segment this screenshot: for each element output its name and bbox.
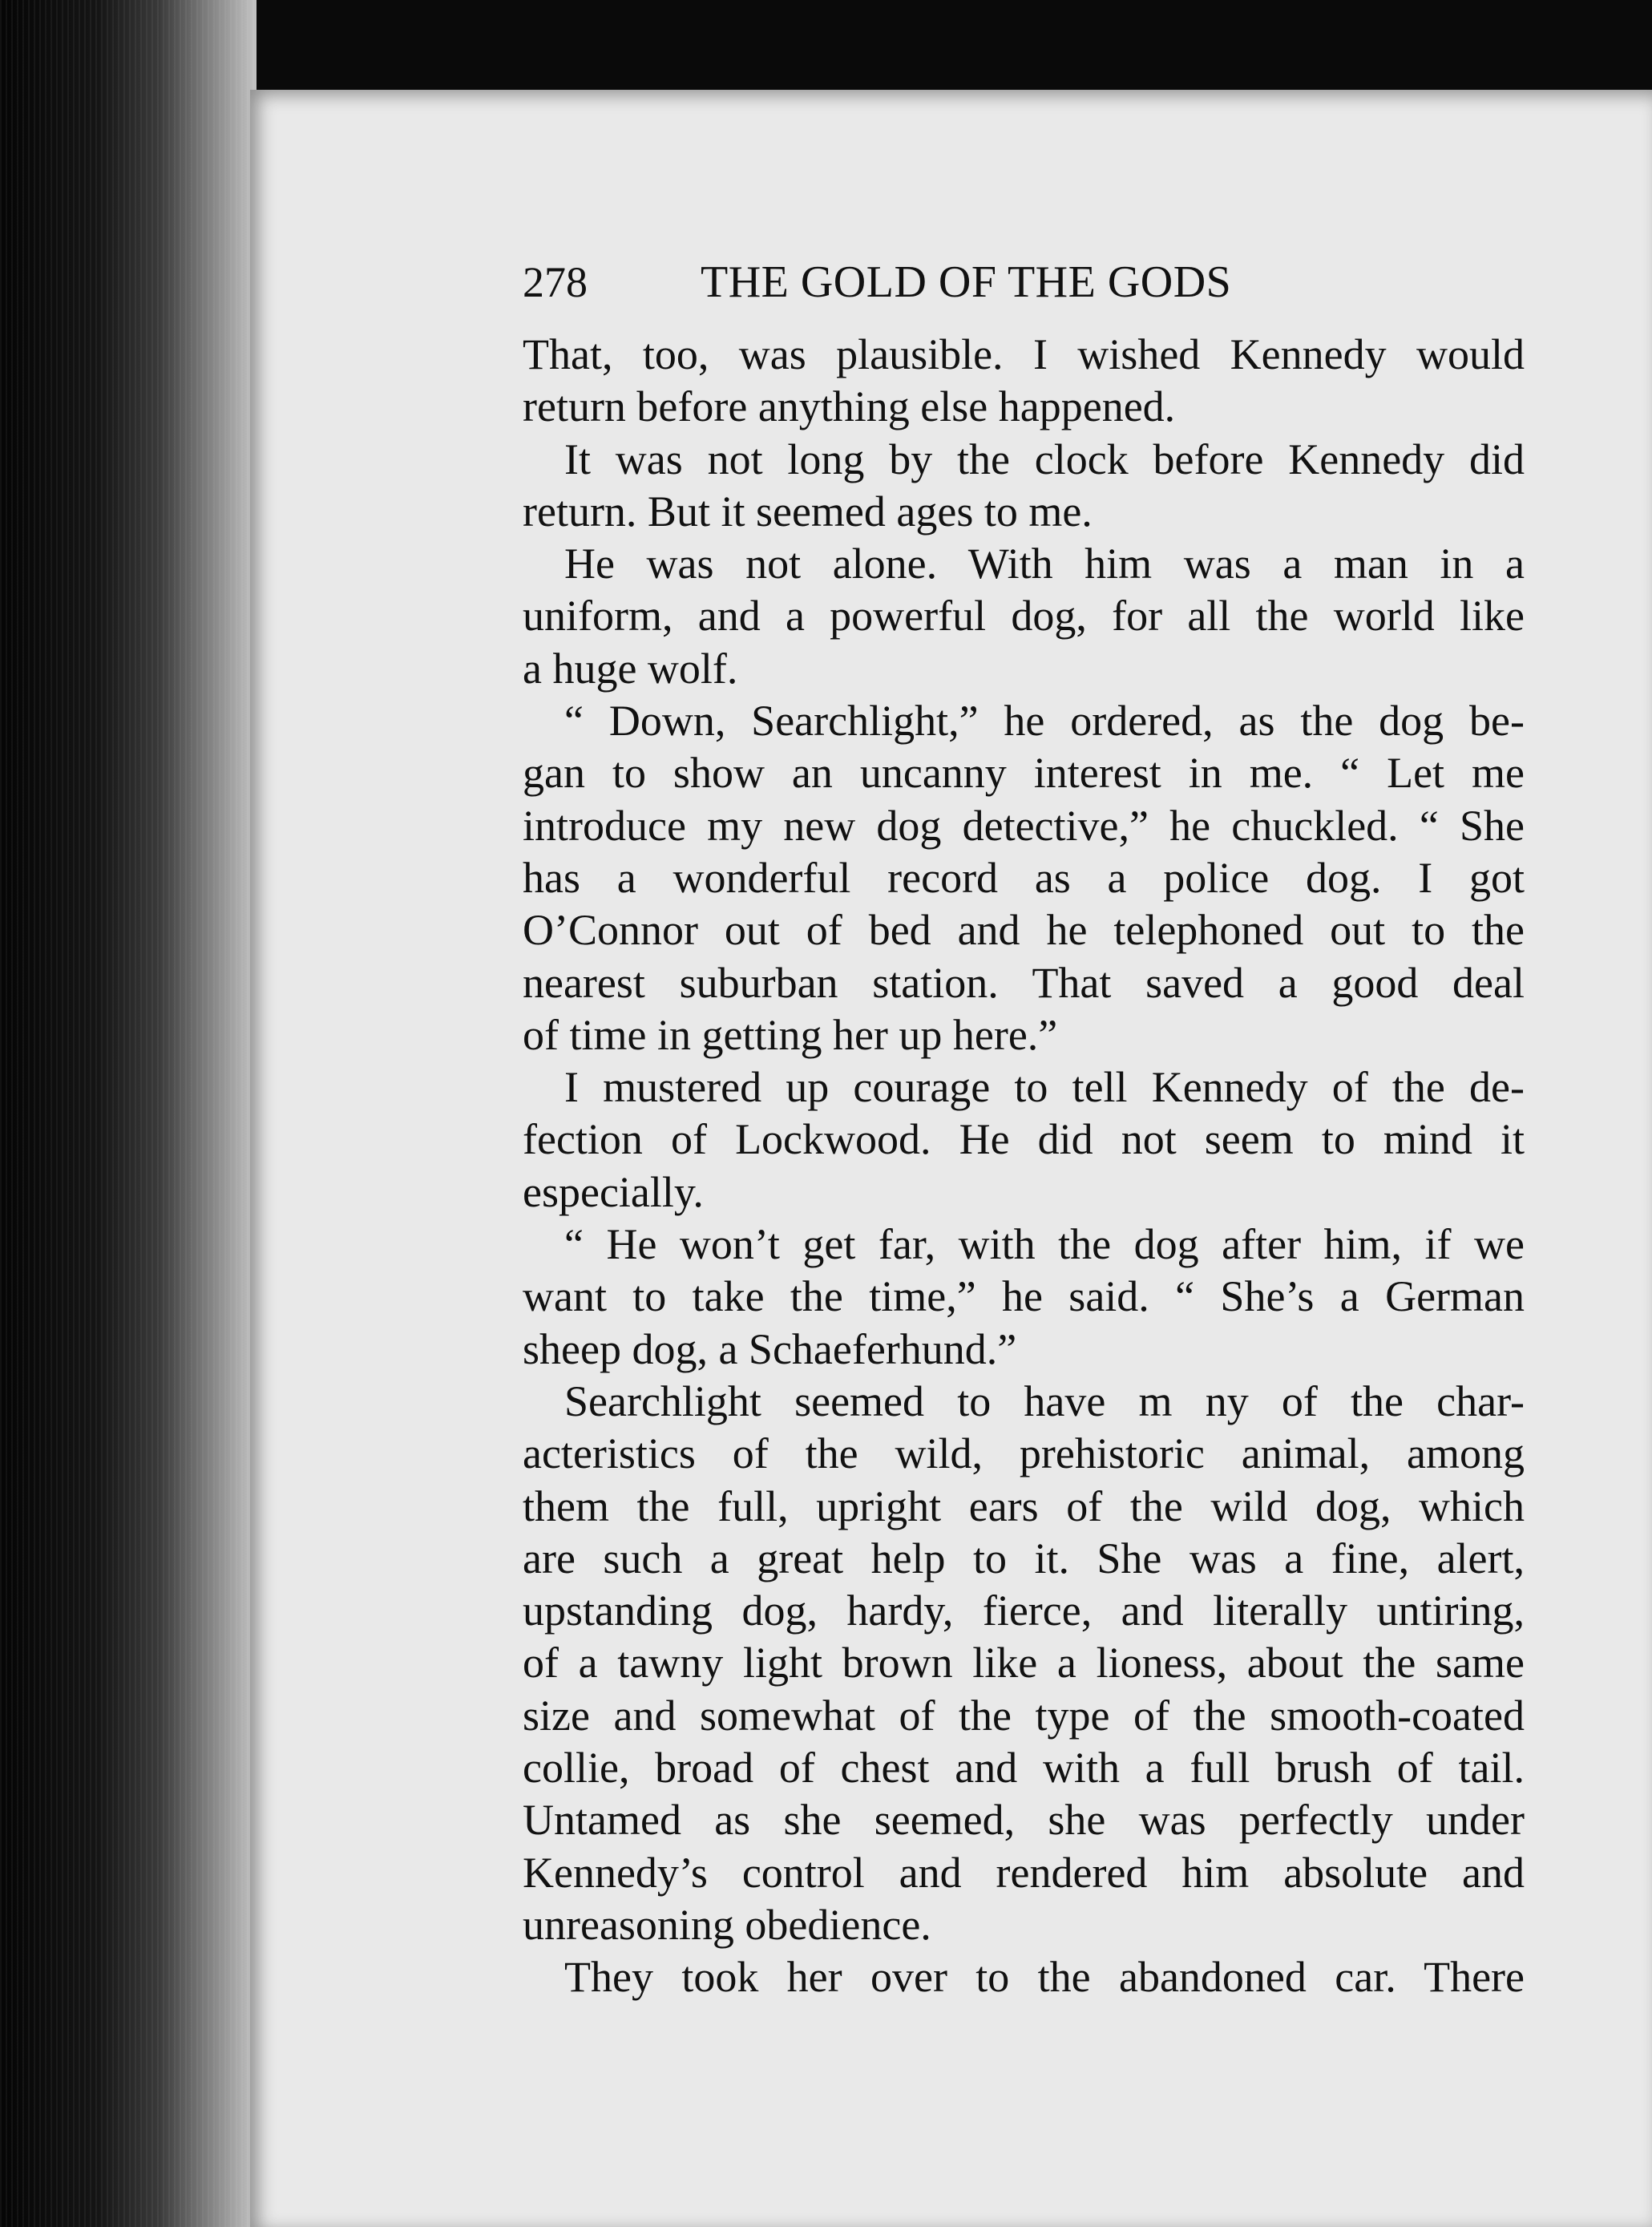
text-line: unreasoning obedience. bbox=[523, 1900, 931, 1949]
text-line: sheep dog, a Schaeferhund.” bbox=[523, 1324, 1017, 1373]
text-line: That, too, was plausible. I wished Kennedy would bbox=[523, 330, 1525, 378]
text-line: fection of Lockwood. He did not seem to mind it bbox=[523, 1115, 1525, 1164]
text-line: “ Down, Searchlight,” he ordered, as the dog be- bbox=[564, 697, 1525, 746]
text-line: Kennedy’s control and rendered him absolute and bbox=[523, 1848, 1525, 1897]
text-line: He was not alone. With him was a man in a bbox=[564, 540, 1525, 588]
running-title: THE GOLD OF THE GODS bbox=[701, 257, 1232, 307]
book-spine-edge bbox=[0, 0, 256, 2227]
body-text bbox=[523, 329, 1525, 2004]
text-line: Searchlight seemed to have m ny of the char- bbox=[564, 1376, 1525, 1425]
text-line: are such a great help to it. She was a fine, alert, bbox=[523, 1534, 1525, 1582]
text-line: I mustered up courage to tell Kennedy of the de- bbox=[564, 1063, 1525, 1112]
text-line: of time in getting her up here.” bbox=[523, 1010, 1058, 1059]
text-line: size and somewhat of the type of the smooth-coated bbox=[523, 1691, 1525, 1740]
text-line: of a tawny light brown like a lioness, about the same bbox=[523, 1639, 1525, 1687]
text-line: gan to show an uncanny interest in me. “ Let me bbox=[523, 749, 1525, 798]
page-number: 278 bbox=[523, 258, 588, 306]
text-line: has a wonderful record as a police dog. I got bbox=[523, 853, 1525, 902]
text-line: They took her over to the abandoned car. There bbox=[564, 1953, 1525, 2002]
text-line: return before anything else happened. bbox=[523, 382, 1176, 431]
running-head bbox=[523, 250, 1337, 314]
text-line: uniform, and a powerful dog, for all the world like bbox=[523, 592, 1525, 641]
text-line: upstanding dog, hardy, fierce, and literally untiring, bbox=[523, 1586, 1525, 1635]
text-line: especially. bbox=[523, 1167, 704, 1216]
text-line: nearest suburban station. That saved a good deal bbox=[523, 958, 1525, 1007]
text-line: Untamed as she seemed, she was perfectly under bbox=[523, 1796, 1525, 1845]
text-line: introduce my new dog detective,” he chuckled. “ She bbox=[523, 801, 1525, 850]
text-line: them the full, upright ears of the wild dog, which bbox=[523, 1481, 1525, 1530]
text-line: collie, broad of chest and with a full brush of tail. bbox=[523, 1744, 1525, 1793]
text-line: “ He won’t get far, with the dog after him, if we bbox=[564, 1220, 1525, 1269]
text-line: a huge wolf. bbox=[523, 644, 738, 693]
text-line: O’Connor out of bed and he telephoned out to the bbox=[523, 906, 1525, 955]
text-line: acteristics of the wild, prehistoric animal, among bbox=[523, 1429, 1525, 1478]
text-line: want to take the time,” he said. “ She’s a German bbox=[523, 1272, 1525, 1321]
text-line: return. But it seemed ages to me. bbox=[523, 487, 1093, 536]
text-line: It was not long by the clock before Kennedy did bbox=[564, 434, 1525, 483]
